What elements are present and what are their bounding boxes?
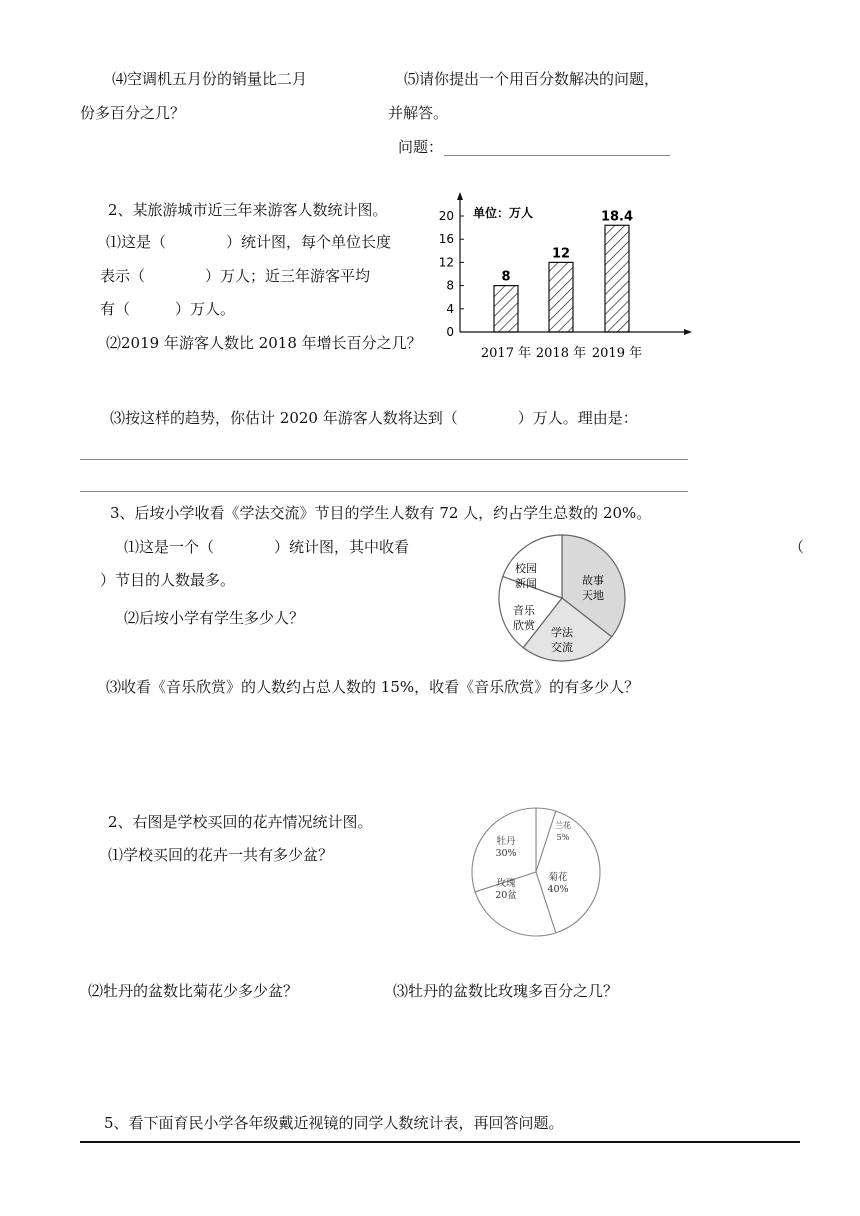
y-tick-label: 0 bbox=[446, 325, 454, 339]
s4-q3: ⑶牡丹的盆数比玫瑰多百分之几？ bbox=[393, 982, 619, 1000]
s3-q1-line-2: ）节目的人数最多。 bbox=[100, 571, 236, 589]
pie-slice-name: 牡丹 bbox=[496, 836, 516, 847]
s3-q2: ⑵后垵小学有学生多少人？ bbox=[124, 609, 305, 627]
footer-rule bbox=[80, 1141, 800, 1143]
s2-answer-line-1[interactable] bbox=[80, 459, 688, 460]
q5-line-1: ⑸请你提出一个用百分数解决的问题， bbox=[404, 70, 660, 88]
s3-q1-line-1b: （ bbox=[789, 538, 805, 556]
pie-slice-label: 学法 bbox=[551, 626, 573, 639]
chart-unit-label: 单位：万人 bbox=[473, 206, 534, 220]
y-tick-label: 4 bbox=[446, 301, 454, 316]
s2-q2: ⑵2019 年游客人数比 2018 年增长百分之几？ bbox=[106, 334, 422, 352]
pie-slice-label: 音乐 bbox=[513, 604, 535, 617]
x-axis-arrow bbox=[684, 329, 692, 335]
s2-title: 2、某旅游城市近三年来游客人数统计图。 bbox=[108, 201, 388, 219]
s4-q2: ⑵牡丹的盆数比菊花少多少盆？ bbox=[88, 982, 299, 1000]
bar bbox=[494, 286, 518, 332]
pie-slice-label: 故事 bbox=[582, 574, 604, 587]
pie-slice-name: 玫瑰 bbox=[496, 878, 516, 889]
program-pie-chart bbox=[496, 532, 628, 664]
q5-answer-line[interactable] bbox=[444, 155, 670, 156]
q5-line-2: 并解答。 bbox=[388, 104, 449, 122]
pie-slice-value: 30% bbox=[495, 848, 517, 859]
y-axis-arrow bbox=[457, 192, 463, 200]
pie-slice-label: 交流 bbox=[551, 641, 573, 654]
flower-pie-chart bbox=[470, 806, 602, 938]
y-tick-label: 12 bbox=[438, 255, 454, 270]
q4-line-1: ⑷空调机五月份的销量比二月 bbox=[112, 70, 308, 88]
y-tick-label: 16 bbox=[438, 232, 454, 247]
x-category-label: 2017 年 bbox=[480, 346, 532, 361]
s3-q1-line-1a: ⑴这是一个（ ）统计图，其中收看 bbox=[124, 538, 410, 556]
bar bbox=[549, 262, 573, 332]
s4-q1: ⑴学校买回的花卉一共有多少盆？ bbox=[108, 846, 334, 864]
x-category-label: 2018 年 bbox=[535, 346, 587, 361]
pie-slice-label: 天地 bbox=[582, 589, 604, 602]
s4-title: 2、右图是学校买回的花卉情况统计图。 bbox=[108, 813, 373, 831]
s3-q3: ⑶收看《音乐欣赏》的人数约占总人数的 15%，收看《音乐欣赏》的有多少人？ bbox=[106, 678, 640, 696]
pie-slice-label: 新闻 bbox=[515, 577, 537, 590]
s2-q1-line-2: 表示（ ）万人；近三年游客平均 bbox=[100, 267, 371, 285]
pie-slice-name: 菊花 bbox=[548, 872, 568, 883]
q5-question-label: 问题： bbox=[398, 138, 444, 156]
q4-line-2: 份多百分之几？ bbox=[80, 104, 186, 122]
bar bbox=[605, 225, 629, 332]
pie-slice-label: 校园 bbox=[515, 562, 537, 575]
x-category-label: 2019 年 bbox=[591, 346, 643, 361]
pie-slice-value: 20盆 bbox=[495, 890, 517, 901]
bar-value-label: 12 bbox=[551, 246, 571, 262]
s2-q1-line-1: ⑴这是（ ）统计图，每个单位长度 bbox=[106, 233, 392, 251]
s2-q3: ⑶按这样的趋势，你估计 2020 年游客人数将达到（ ）万人。理由是： bbox=[110, 409, 638, 427]
tourist-bar-chart bbox=[430, 192, 700, 368]
pie-slice-label: 欣赏 bbox=[513, 619, 535, 632]
s5-title: 5、看下面育民小学各年级戴近视镜的同学人数统计表，再回答问题。 bbox=[104, 1114, 564, 1132]
y-tick-label: 8 bbox=[446, 278, 454, 293]
pie-slice-value: 5% bbox=[556, 833, 570, 842]
y-tick-label: 20 bbox=[438, 209, 454, 223]
bar-value-label: 8 bbox=[501, 269, 511, 285]
s2-q1-line-3: 有（ ）万人。 bbox=[100, 300, 236, 318]
pie-slice-name: 兰花 bbox=[555, 821, 571, 830]
bar-value-label: 18.4 bbox=[600, 209, 634, 225]
s2-answer-line-2[interactable] bbox=[80, 491, 688, 492]
s3-title: 3、后垵小学收看《学法交流》节目的学生人数有 72 人，约占学生总数的 20%。 bbox=[110, 504, 652, 522]
pie-slice-value: 40% bbox=[547, 884, 569, 895]
